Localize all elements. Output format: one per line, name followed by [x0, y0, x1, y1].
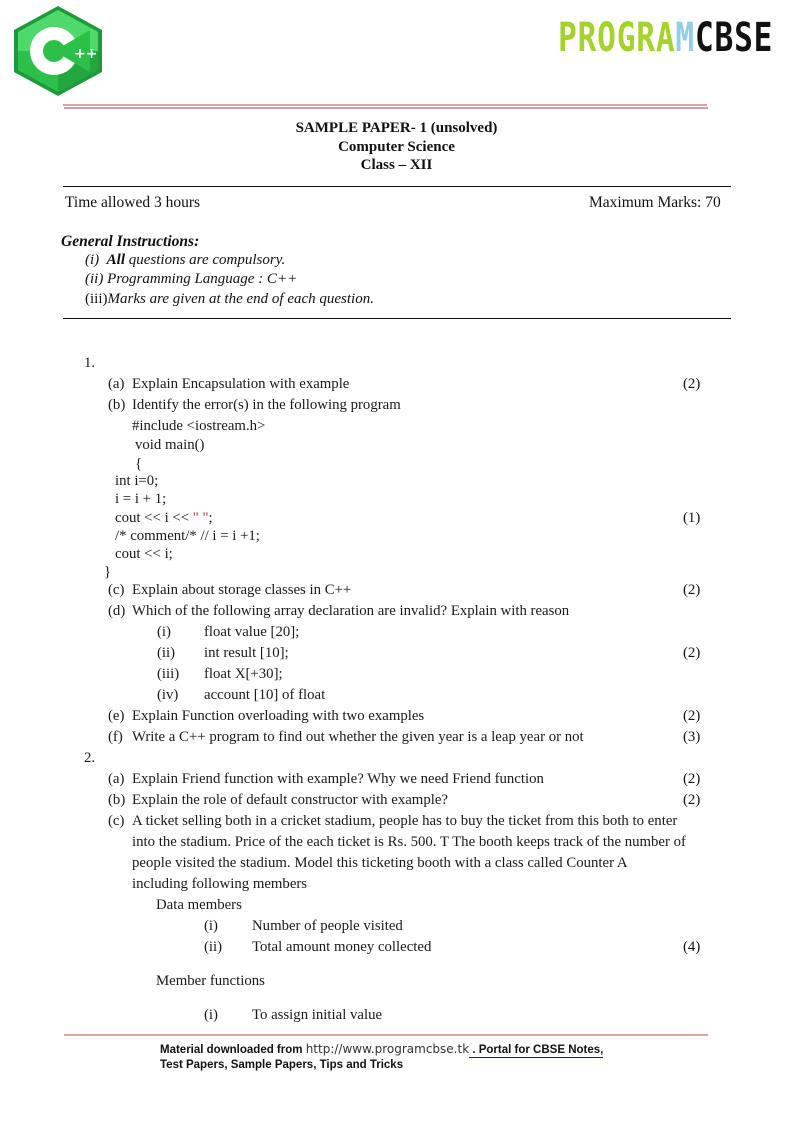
code-line: i = i + 1;: [115, 491, 167, 507]
question-text: Identify the error(s) in the following program: [132, 397, 401, 413]
question-label: (b): [108, 397, 126, 413]
header-divider: [63, 104, 707, 106]
brand-part-cbse: CBSE: [694, 15, 774, 61]
question-text-line: people visited the stadium. Model this ticketing booth with a class called Counter A: [132, 855, 628, 871]
member-text: To assign initial value: [252, 1007, 383, 1023]
option-number: (i): [157, 624, 171, 640]
question-text: Explain the role of default constructor with example?: [132, 792, 448, 808]
question-text: Explain about storage classes in C++: [132, 582, 352, 598]
option-number: (iv): [157, 687, 179, 703]
footer-suffix: . Portal for CBSE Notes,: [469, 1044, 604, 1056]
member-number: (i): [204, 1007, 218, 1023]
question-text: Which of the following array declaration are invalid? Explain with reason: [132, 603, 570, 619]
instructions-heading: General Instructions:: [61, 233, 200, 250]
question-text: Explain Function overloading with two examples: [132, 708, 425, 724]
question-marks: (2): [683, 645, 701, 661]
option-text: float X[+30];: [204, 666, 283, 682]
code-line: /* comment/* // i = i +1;: [115, 528, 260, 544]
svg-text:++: ++: [74, 46, 98, 62]
member-text: Number of people visited: [252, 918, 403, 934]
title-divider: [63, 186, 731, 187]
data-members-heading: Data members: [156, 897, 242, 913]
question-text: Explain Encapsulation with example: [132, 376, 350, 392]
code-line: {: [135, 456, 143, 472]
member-number: (i): [204, 918, 218, 934]
code-line: cout << i << " ";: [115, 510, 213, 526]
instruction-item: [85, 291, 374, 308]
cpp-logo-icon: [10, 4, 106, 98]
paper-subject: Computer Science: [338, 139, 455, 155]
question-label: (c): [108, 582, 125, 598]
footer-prefix: Material downloaded from: [160, 1044, 306, 1056]
question-text-line: A ticket selling both in a cricket stadium, people has to buy the ticket from this both to enter: [132, 813, 678, 829]
instructions-divider: [63, 318, 731, 319]
code-line: int i=0;: [115, 473, 159, 489]
instruction-item: [85, 271, 297, 288]
time-allowed: Time allowed 3 hours: [65, 194, 201, 211]
member-text: Total amount money collected: [252, 939, 432, 955]
member-number: (ii): [204, 939, 223, 955]
programcbse-logo: [558, 16, 773, 60]
option-text: account [10] of float: [204, 687, 326, 703]
maximum-marks: Maximum Marks: 70: [589, 194, 721, 211]
question-text: Explain Friend function with example? Why we need Friend function: [132, 771, 544, 787]
question-marks: (2): [683, 582, 701, 598]
code-line: #include <iostream.h>: [132, 418, 266, 434]
question-marks: (2): [683, 792, 701, 808]
instruction-number: (ii): [85, 271, 104, 287]
question-marks: (2): [683, 376, 701, 392]
question-marks: (1): [683, 510, 701, 526]
question-text-line: into the stadium. Price of the each ticket is Rs. 500. T The booth keeps track of the number of: [132, 834, 686, 850]
question-label: (a): [108, 771, 125, 787]
question-number: 1.: [84, 355, 96, 371]
question-label: (b): [108, 792, 126, 808]
question-label: (f): [108, 729, 123, 745]
footer-line-1: [160, 1042, 603, 1056]
string-literal: " ": [192, 510, 209, 526]
question-text-line: including following members: [132, 876, 308, 892]
code-line: cout << i;: [115, 546, 173, 562]
instruction-text: questions are compulsory.: [125, 252, 286, 268]
question-label: (c): [108, 813, 125, 829]
question-number: 2.: [84, 750, 96, 766]
footer-url-link[interactable]: http://www.programcbse.tk: [305, 1042, 470, 1056]
instruction-number: (iii): [85, 291, 108, 307]
instruction-text: Marks are given at the end of each question.: [107, 291, 374, 307]
instruction-item: [85, 252, 285, 269]
question-marks: (2): [683, 771, 701, 787]
code-line: void main(): [135, 437, 205, 453]
brand-part-m: M: [675, 15, 695, 61]
brand-part-program: PROGRA: [558, 15, 676, 61]
paper-title: SAMPLE PAPER- 1 (unsolved): [295, 120, 498, 136]
option-number: (ii): [157, 645, 176, 661]
question-marks: (2): [683, 708, 701, 724]
question-label: (a): [108, 376, 125, 392]
option-number: (iii): [157, 666, 180, 682]
question-text: Write a C++ program to find out whether the given year is a leap year or not: [132, 729, 584, 745]
header-divider-shadow: [64, 107, 708, 109]
footer-divider: [64, 1034, 708, 1036]
question-marks: (3): [683, 729, 701, 745]
question-marks: (4): [683, 939, 701, 955]
question-label: (d): [108, 603, 126, 619]
member-functions-heading: Member functions: [156, 973, 265, 989]
question-label: (e): [108, 708, 125, 724]
code-line: }: [104, 564, 112, 580]
instruction-text: Programming Language : C++: [107, 271, 298, 287]
instruction-bold: All: [106, 252, 126, 268]
option-text: int result [10];: [204, 645, 289, 661]
instruction-number: (i): [85, 252, 100, 268]
option-text: float value [20];: [204, 624, 300, 640]
footer-line-2: Test Papers, Sample Papers, Tips and Tricks: [160, 1059, 404, 1071]
paper-class: Class – XII: [360, 157, 433, 173]
